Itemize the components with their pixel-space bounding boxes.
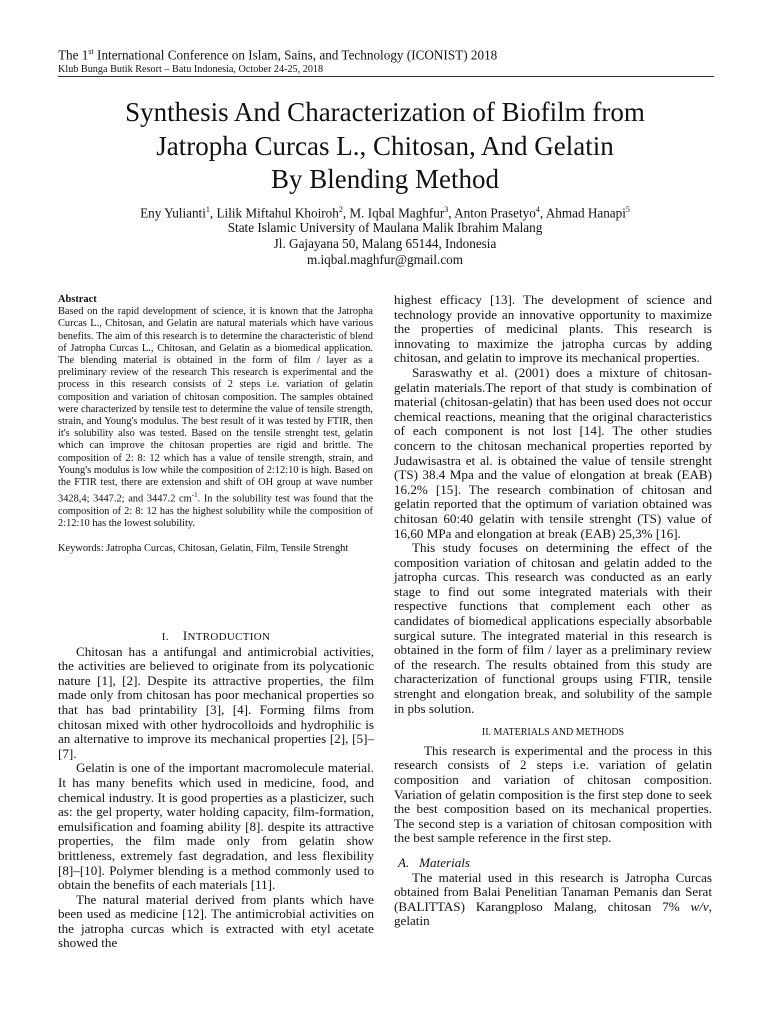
author-affiliation-mark: 5 bbox=[625, 205, 630, 214]
abstract-heading: Abstract bbox=[58, 294, 97, 305]
author-email: m.iqbal.maghfur@gmail.com bbox=[306, 252, 464, 267]
introduction-heading: I. INTRODUCTION bbox=[161, 628, 271, 643]
author-affiliation-mark: 2 bbox=[338, 205, 343, 214]
title-line-1: Synthesis And Characterization of Biofilm from bbox=[125, 97, 645, 127]
affiliation-address: Jl. Gajayana 50, Malang 65144, Indonesia bbox=[273, 236, 497, 251]
abstract-section bbox=[58, 294, 373, 556]
conference-venue: Klub Bunga Butik Resort – Batu Indonesia, October 24-25, 2018 bbox=[58, 64, 324, 76]
right-paragraph-3: This study focuses on determining the effect of the composition variation of chitosan and gelatin added to the jatropha curcas. This research was conducted as an early stage to find out some integrated materials with their respective functions that complement each other as candidates of biomedical applications especially absorbable surgical suture. The integrated material in this research is obtained in the form of film / layer as a preliminary review of the research. The results obtained from this study are characterization of functional groups using FTIR, tensile strenght and elongation break, and solubility of the sample in pbs solution. bbox=[394, 540, 712, 716]
title-line-2: Jatropha Curcas L., Chitosan, And Gelatin bbox=[156, 130, 614, 161]
author-affiliation-mark: 1 bbox=[205, 205, 210, 214]
right-paragraph-1: highest efficacy [13]. The development of science and technology provide an innovative opportunity to maximize the properties of medicinal plants. This research is innovating to maximize the jatropha curcas by adding chitosan, and gelatin to improve its mechanical properties. bbox=[394, 292, 712, 366]
intro-paragraph-3: The natural material derived from plants which have been used as medicine [12]. The antimicrobial activities on the jatropha curcas which is extracted with etyl acetate showed the bbox=[58, 891, 374, 951]
header-rule bbox=[58, 76, 714, 77]
author-separator: , bbox=[209, 205, 217, 221]
materials-subheading: A. Materials bbox=[398, 854, 471, 870]
methods-paragraph: This research is experimental and the process in this research consists of 2 steps i.e. variation of gelatin composition and variation of chitosan composition. Variation of gelatin composition is the first step done to seek the best composition based on its mechanical properties. The second step is a variation of chitosan composition with the best sample reference in the first step. bbox=[394, 742, 712, 846]
intro-paragraph-1: Chitosan has a antifungal and antimicrobial activities, the activities are believed to originate from its polycationic nature [1], [2]. Despite its attractive properties, the film made only from chitosan has poor mechanical properties so that has bad printability [3], [4]. Forming films from chitosan mixed with other hydrocolloids and hydrophilic is an alternative to improve its mechanical properties [2], [5]–[7]. bbox=[58, 643, 374, 761]
author-name: M. Iqbal Maghfur bbox=[349, 205, 445, 221]
author-name: Anton Prasetyo bbox=[454, 205, 536, 221]
right-paragraph-2: Saraswathy et al. (2001) does a mixture of chitosan-gelatin materials.The report of that study is combination of material (chitosan-gelatin) that has been used does not occur chemical reactions, meaning that the original characteristics of each component is not lost [14]. The other studies concern to the chitosan mechanical properties reported by Judawisastra et al. is obtained the value of tensile strenght (TS) 38.4 Mpa and the value of elongation at break (EAB) 16.2% [15]. The research combination of chitosan and gelatin reported that the optimum of variation obtained was chitosan 60:40 gelatin with tensile strenght (TS) value of 16,60 MPa and elongation at break (EAB) 25,3% [16]. bbox=[394, 364, 712, 541]
author-separator: , bbox=[448, 205, 455, 221]
author-separator: , bbox=[539, 205, 546, 221]
keywords: Keywords: Jatropha Curcas, Chitosan, Gelatin, Film, Tensile Strenght bbox=[58, 543, 349, 555]
author-affiliation-mark: 4 bbox=[535, 205, 540, 214]
right-column bbox=[394, 293, 712, 929]
author-list bbox=[40, 202, 730, 221]
materials-paragraph: The material used in this research is Jatropha Curcas obtained from Balai Penelitian Tanaman Pemanis dan Serat (BALITTAS) Karangploso Malang, chitosan 7% w/v, gelatin bbox=[394, 869, 712, 929]
conference-name: The 1st International Conference on Islam, Sains, and Technology (ICONIST) 2018 bbox=[58, 47, 498, 63]
conference-header bbox=[58, 44, 497, 76]
paper-title bbox=[60, 96, 710, 197]
title-line-3: By Blending Method bbox=[271, 164, 499, 194]
affiliation-university: State Islamic University of Maulana Malik Ibrahim Malang bbox=[227, 220, 543, 235]
author-name: Lilik Miftahul Khoiroh bbox=[216, 205, 339, 221]
author-separator: , bbox=[342, 205, 350, 221]
introduction-section bbox=[58, 629, 374, 951]
methods-heading: II. MATERIALS AND METHODS bbox=[481, 727, 625, 739]
author-name: Eny Yulianti bbox=[140, 205, 206, 221]
author-name: Ahmad Hanapi bbox=[545, 205, 626, 221]
abstract-text: Based on the rapid development of science, it is known that the Jatropha Curcas L., Chitosan, and Gelatin are natural materials which have various benefits. The aim of this research is to determine the characteristic of blend of Jatropha Curcas L., Chitosan, and Gelatin as a biomedical application. The blending material is obtained in the form of film / layer as a preliminary review of the research This research is experimental and the process in this research consists of 2 steps i.e. variation of gelatin composition and variation of chitosan composition. The samples obtained were characterized by tensile test to determine the value of tensile strength, strain, and Young's modulus. The best result of it was tested by FTIR, then it's solubility also was tested. Based on the tensile strenght test, gelatin which can improve the chitosan properties are rigid and brittle. The composition of 2: 8: 12 which has a value of tensile strength, strain, and Young's modulus is low while the composition of 2:12:10 is high. Based on the FTIR test, there are extension and shift of OH group at wave number 3428,4; 3447.2; and 3447.2 $cm^{-1}$. In the solubility test was found that the composition of 2: 8: 12 has the highest solubility while the composition of 2:12:10 has the lowest solubility. bbox=[58, 306, 373, 530]
author-affiliation-mark: 3 bbox=[444, 205, 449, 214]
intro-paragraph-2: Gelatin is one of the important macromolecule material. It has many benefits which used in medicine, food, and chemical industry. It is good properties as a plasticizer, such as: the gel property, water holding capacity, film-formation, emulsification and foaming ability [8]. despite its attractive properties, the film made only from gelatin show brittleness, extremely fast degradation, and less flexibility [8]–[10]. Polymer blending is a method commonly used to obtain the benefits of each materials [11]. bbox=[58, 760, 374, 893]
